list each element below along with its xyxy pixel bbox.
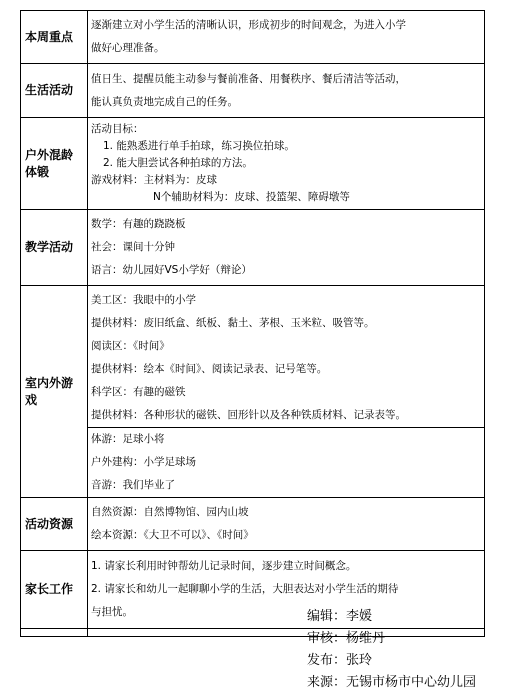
text-line: 美工区：我眼中的小学 [91, 294, 196, 306]
text-line: 音游：我们毕业了 [91, 479, 175, 491]
teaching-content [88, 210, 485, 286]
row-label-indoor: 室内外游戏 [21, 286, 88, 498]
row-label-teaching: 教学活动 [21, 210, 88, 286]
row-label-life: 生活活动 [21, 64, 88, 118]
table-row [21, 286, 485, 498]
text-line: 阅读区：《时间》 [91, 340, 170, 352]
outdoor-content [88, 118, 485, 210]
text-line: 做好心理准备。 [91, 42, 165, 54]
row-label-focus: 本周重点 [21, 11, 88, 64]
text-line: 提供材料：各种形状的磁铁、回形针以及各种铁质材料、记录表等。 [91, 409, 406, 421]
text-line: 绘本资源：《大卫不可以》、《时间》 [91, 529, 254, 541]
focus-content [88, 11, 485, 64]
editor-credit: 编辑：李媛 [307, 609, 373, 624]
text-line: 提供材料：绘本《时间》、阅读记录表、记号笔等。 [91, 363, 328, 375]
text-line: 活动目标： [91, 123, 144, 135]
text-line: 1. 请家长利用时钟帮幼儿记录时间，逐步建立时间概念。 [91, 560, 357, 572]
text-line: 户外建构：小学足球场 [91, 456, 196, 468]
text-line: 能认真负责地完成自己的任务。 [91, 95, 238, 108]
text-line: 体游：足球小将 [91, 433, 165, 445]
text-line: 提供材料：废旧纸盒、纸板、黏土、茅根、玉米粒、吸管等。 [91, 317, 375, 329]
row-label-outdoor: 户外混龄体锻 [21, 118, 88, 210]
table-row [21, 118, 485, 210]
text-line: 社会：课间十分钟 [91, 241, 175, 253]
text-line: 自然资源：自然博物馆、园内山坡 [91, 506, 249, 518]
life-content [88, 64, 485, 118]
text-line: 逐渐建立对小学生活的清晰认识，形成初步的时间观念，为进入小学 [91, 19, 406, 31]
outdoor-games-section [88, 427, 484, 497]
row-label-parents: 家长工作 [21, 551, 88, 629]
table-row [21, 64, 485, 118]
empty-cell [21, 629, 88, 637]
text-line: N个辅助材料为：皮球、投篮架、障碍墩等 [153, 191, 350, 203]
table-row [21, 498, 485, 551]
table-row [21, 11, 485, 64]
text-line: 1. 能熟悉进行单手拍球，练习换位拍球。 [103, 140, 295, 152]
reviewer-credit: 审核：杨维丹 [307, 631, 386, 646]
resources-content [88, 498, 485, 551]
text-line: 数学：有趣的跷跷板 [91, 218, 186, 230]
text-line: 科学区：有趣的磁铁 [91, 386, 186, 398]
credits-block [307, 606, 476, 694]
source-credit: 来源：无锡市杨市中心幼儿园 [307, 675, 477, 690]
text-line: 游戏材料：主材料为：皮球 [91, 174, 217, 186]
publisher-credit: 发布：张玲 [307, 653, 373, 668]
indoor-content [88, 286, 485, 498]
text-line: 2. 请家长和幼儿一起聊聊小学的生活，大胆表达对小学生活的期待 [91, 583, 399, 595]
text-line: 值日生、提醒员能主动参与餐前准备、用餐秩序、餐后清洁等活动， [91, 72, 406, 85]
text-line: 语言：幼儿园好VS小学好（辩论） [91, 264, 252, 276]
text-line: 与担忧。 [91, 606, 133, 618]
row-label-resources: 活动资源 [21, 498, 88, 551]
text-line: 2. 能大胆尝试各种拍球的方法。 [103, 157, 253, 169]
weekly-plan-table [20, 10, 485, 637]
table-row [21, 210, 485, 286]
